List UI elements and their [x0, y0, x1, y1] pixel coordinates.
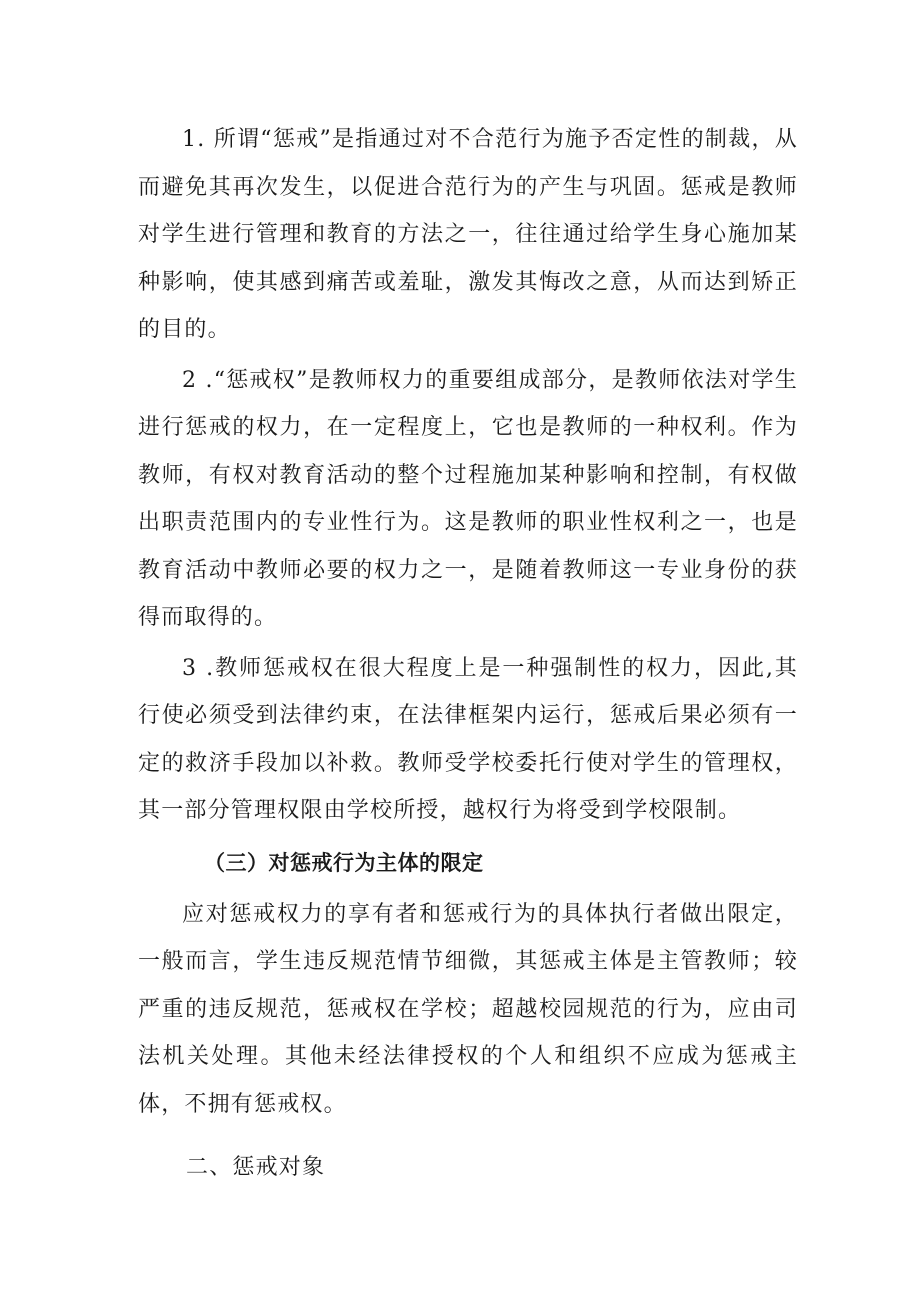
paragraph-1: 1. 所谓“惩戒”是指通过对不合范行为施予否定性的制裁，从而避免其再次发生，以促进合范行为的产生与巩固。惩戒是教师对学生进行管理和教育的方法之一，往往通过给学生身心施加某种影响，使其感到痛苦或羞耻，激发其悔改之意，从而达到矫正的目的。: [138, 127, 798, 342]
section-paragraph: 应对惩戒权力的享有者和惩戒行为的具体执行者做出限定，一般而言，学生违反规范情节细微，其惩戒主体是主管教师；较严重的违反规范，惩戒权在学校；超越校园规范的行为，应由司法机关处理。其他未经法律授权的个人和组织不应成为惩戒主体，不拥有惩戒权。: [138, 901, 798, 1117]
subheading: 二、惩戒对象: [186, 1155, 326, 1180]
section-heading: （三）对惩戒行为主体的限定: [204, 850, 484, 875]
paragraph-3: 3 .教师惩戒权在很大程度上是一种强制性的权力，因此,其行使必须受到法律约束，在法律框架内运行，惩戒后果必须有一定的救济手段加以补救。教师受学校委托行使对学生的管理权，其一部分管理权限由学校所授，越权行为将受到学校限制。: [138, 655, 798, 823]
paragraph-2: 2 .“惩戒权”是教师权力的重要组成部分，是教师依法对学生进行惩戒的权力，在一定程度上，它也是教师的一种权利。作为教师，有权对教育活动的整个过程施加某种影响和控制，有权做出职责范围内的专业性行为。这是教师的职业性权利之一，也是教育活动中教师必要的权力之一，是随着教师这一专业身份的获得而取得的。: [138, 367, 798, 630]
document-body: [138, 116, 798, 1192]
